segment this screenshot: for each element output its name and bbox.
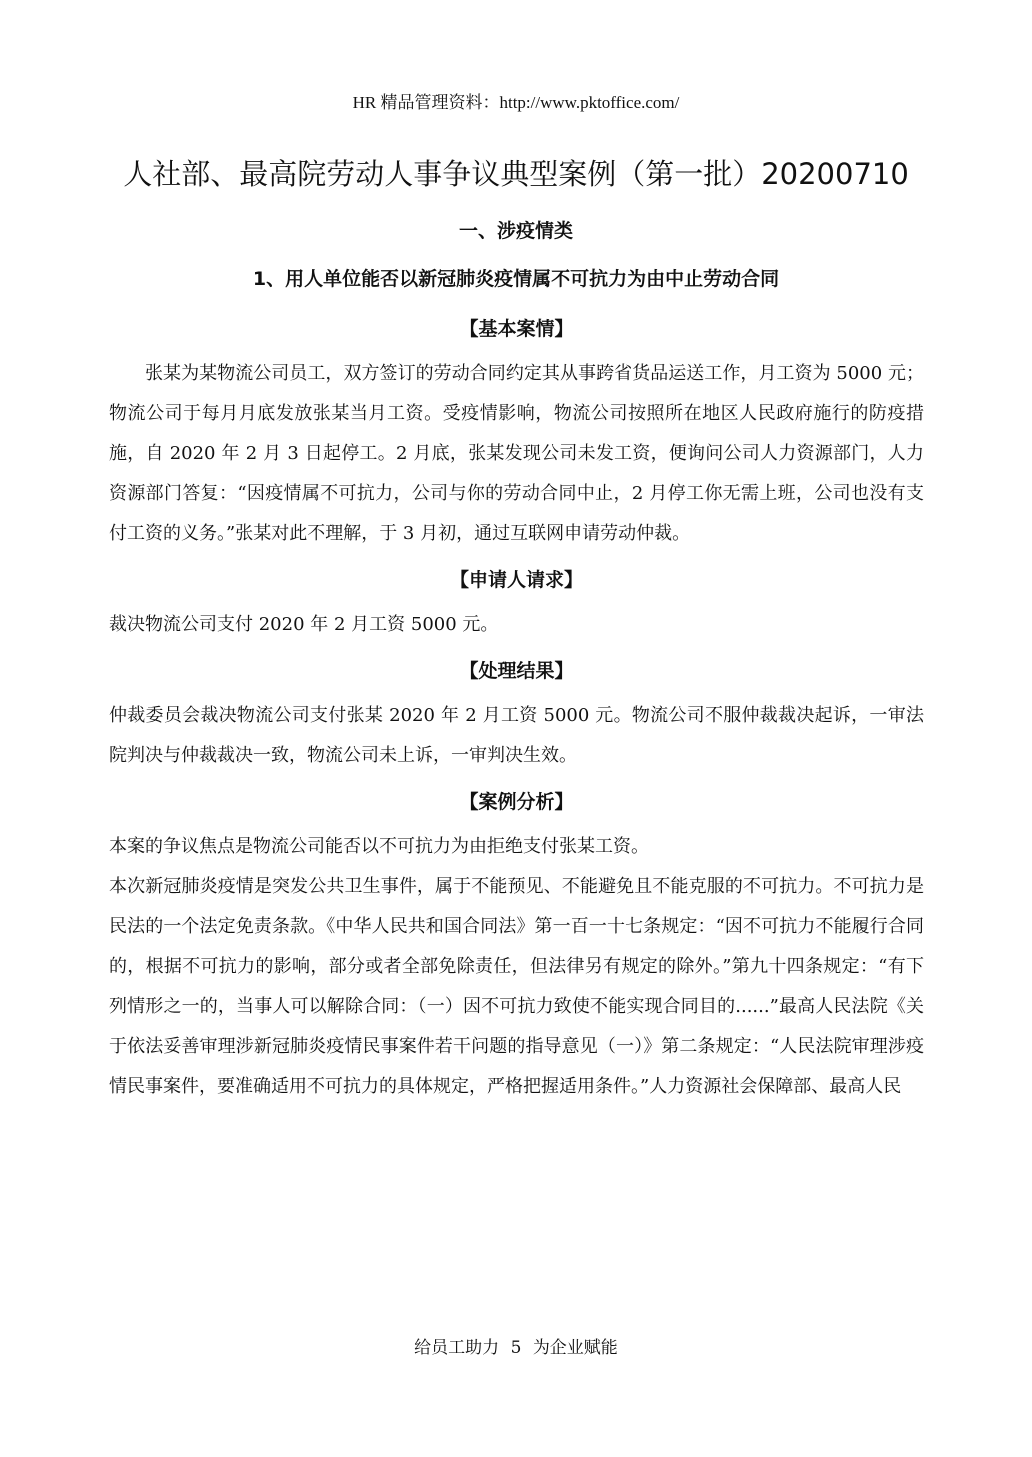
footer-right-text: 为企业赋能 bbox=[532, 1338, 618, 1358]
claim-heading: 【申请人请求】 bbox=[449, 569, 583, 591]
document-title: 人社部、最高院劳动人事争议典型案例（第一批）20200710 bbox=[123, 157, 909, 191]
page-header: HR 精品管理资料：http://www.pktoffice.com/ bbox=[352, 93, 680, 112]
document-body bbox=[109, 309, 924, 1107]
analysis-heading: 【案例分析】 bbox=[459, 791, 574, 813]
case-title: 1、用人单位能否以新冠肺炎疫情属不可抗力为由中止劳动合同 bbox=[252, 268, 780, 290]
result-heading: 【处理结果】 bbox=[459, 660, 574, 682]
basic-facts-paragraph: 张某为某物流公司员工，双方签订的劳动合同约定其从事跨省货品运送工作，月工资为 5000 元；物流公司于每月月底发放张某当月工资。受疫情影响，物流公司按照所在地区人民政府施行的防疫措施，自 2020 年 2 月 3 日起停工。2 月底，张某发现公司未发工资，便询问公司人力资源部门，人力资源部门答复：“因疫情属不可抗力，公司与你的劳动合同中止，2 月停工你无需上班，公司也没有支付工资的义务。”张某对此不理解，于 3 月初，通过互联网申请劳动仲裁。 bbox=[109, 363, 924, 544]
page-footer bbox=[0, 1333, 1032, 1358]
basic-facts-heading: 【基本案情】 bbox=[459, 318, 574, 340]
page-number: 5 bbox=[510, 1338, 522, 1358]
section-heading: 一、涉疫情类 bbox=[458, 220, 573, 242]
result-paragraph: 仲裁委员会裁决物流公司支付张某 2020 年 2 月工资 5000 元。物流公司不服仲裁裁决起诉，一审法院判决与仲裁裁决一致，物流公司未上诉，一审判决生效。 bbox=[109, 705, 924, 766]
footer-left-text: 给员工助力 bbox=[414, 1338, 500, 1358]
analysis-paragraph-1: 本案的争议焦点是物流公司能否以不可抗力为由拒绝支付张某工资。 bbox=[109, 836, 649, 857]
analysis-paragraph-2: 本次新冠肺炎疫情是突发公共卫生事件，属于不能预见、不能避免且不能克服的不可抗力。不可抗力是民法的一个法定免责条款。《中华人民共和国合同法》第一百一十七条规定：“因不可抗力不能履行合同的，根据不可抗力的影响，部分或者全部免除责任，但法律另有规定的除外。”第九十四条规定：“有下列情形之一的，当事人可以解除合同：（一）因不可抗力致使不能实现合同目的......”最高人民法院《关于依法妥善审理涉新冠肺炎疫情民事案件若干问题的指导意见（一）》第二条规定：“人民法院审理涉疫情民事案件，要准确适用不可抗力的具体规定，严格把握适用条件。”人力资源社会保障部、最高人民 bbox=[109, 876, 924, 1097]
claim-paragraph: 裁决物流公司支付 2020 年 2 月工资 5000 元。 bbox=[109, 614, 499, 635]
